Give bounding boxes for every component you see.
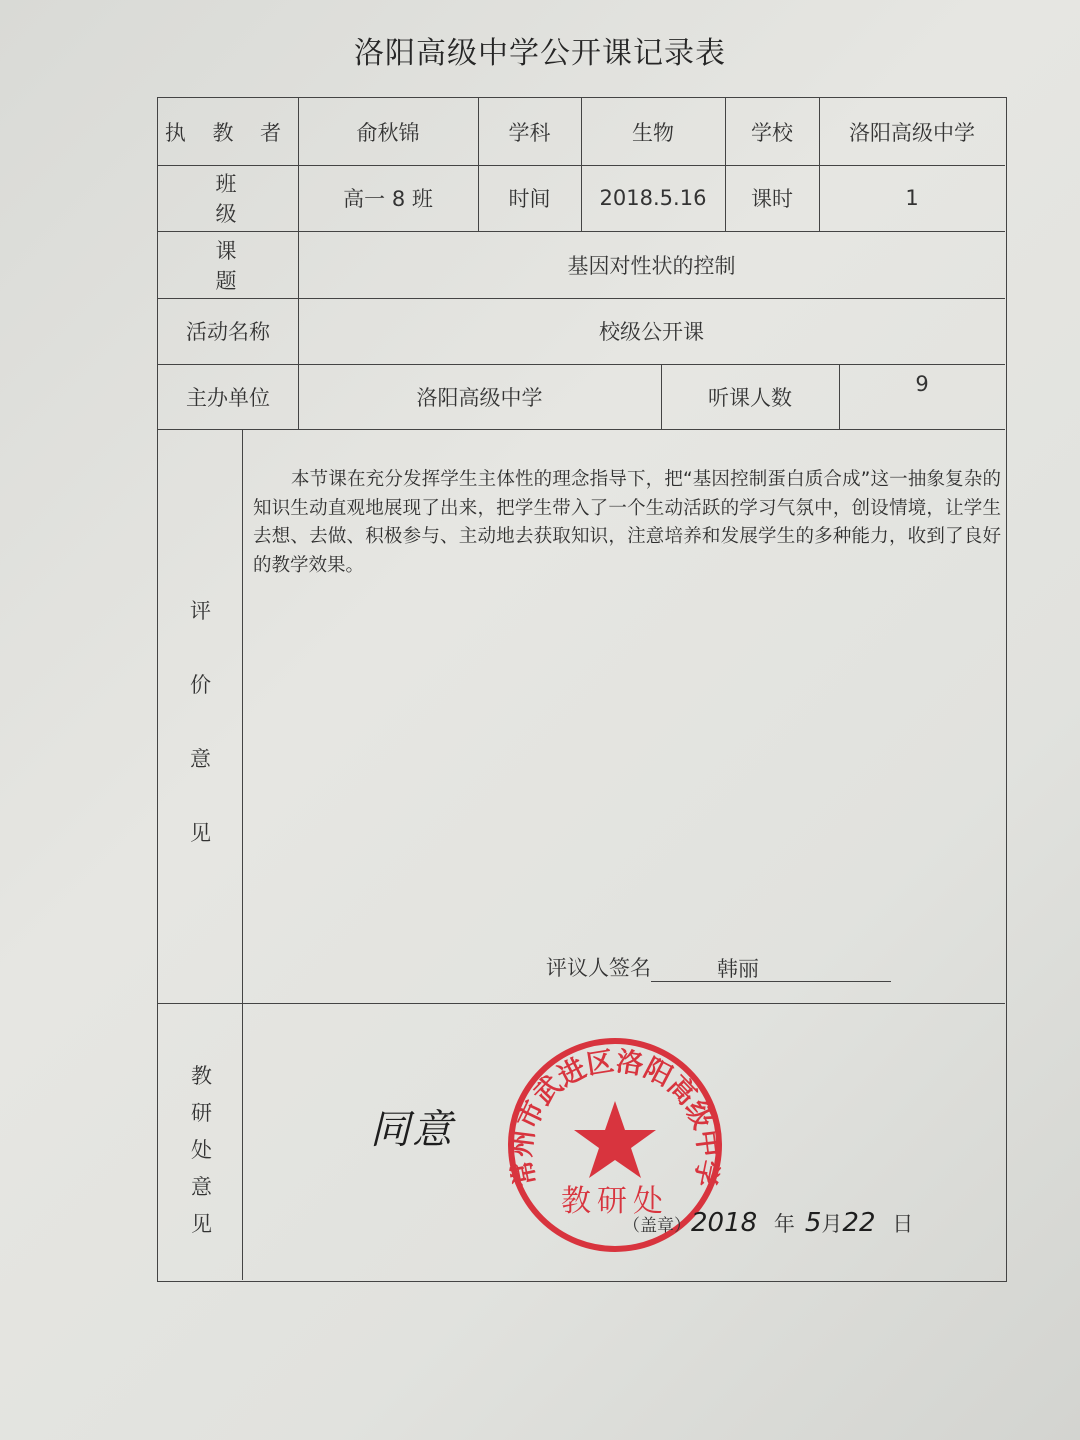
evaluation-label-char: 见 <box>190 821 211 845</box>
row-divider <box>158 429 1005 430</box>
seal-ring-text: 常州市武进区洛阳高级中学 <box>506 1046 724 1190</box>
signer-label: 评议人签名 <box>546 956 651 980</box>
date-month: 5 <box>804 1208 822 1238</box>
class-label: 班 级 <box>215 172 271 226</box>
teacher-label: 执 教 者 <box>164 120 292 145</box>
year-char: 年 <box>773 1212 795 1236</box>
seal-center-text: 教研处 <box>561 1184 669 1219</box>
subject-value: 生物 <box>632 120 674 145</box>
seal-note: （盖章） <box>623 1216 691 1236</box>
activity-value: 校级公开课 <box>599 320 704 344</box>
time-value: 2018.5.16 <box>599 186 707 210</box>
date-year: 2018 <box>691 1208 758 1238</box>
period-value: 1 <box>905 186 919 210</box>
evaluation-label-char: 意 <box>190 747 211 771</box>
host-value: 洛阳高级中学 <box>416 385 543 410</box>
school-label: 学校 <box>751 120 793 145</box>
evaluation-label-char: 价 <box>190 673 211 697</box>
handwritten-opinion: 同意 <box>370 1107 454 1153</box>
subject-label: 学科 <box>508 120 551 145</box>
class-value: 高一 8 班 <box>343 187 433 211</box>
host-label: 主办单位 <box>186 385 270 410</box>
activity-label: 活动名称 <box>186 320 270 344</box>
seal-star-icon <box>574 1101 656 1178</box>
date-day: 22 <box>842 1208 876 1238</box>
evaluation-text: 本节课在充分发挥学生主体性的理念指导下，把“基因控制蛋白质合成”这一抽象复杂的知识生动直观地展现了出来，把学生带入了一个生动活跃的学习气氛中，创设情境，让学生去想、去做、积极参与、主动地去获取知识，注意培养和发展学生的多种能力，收到了良好的教学效果。 <box>253 469 1001 576</box>
row-divider <box>158 1003 1005 1004</box>
audience-value: 9 <box>915 372 929 396</box>
research-label-char: 见 <box>191 1212 212 1236</box>
research-label-char: 研 <box>191 1101 212 1125</box>
research-label-char: 教 <box>191 1064 212 1088</box>
audience-label: 听课人数 <box>708 385 792 410</box>
signer-name: 韩丽 <box>651 956 891 982</box>
signer-row <box>546 952 891 982</box>
time-label: 时间 <box>508 187 551 211</box>
document-title: 洛阳高级中学公开课记录表 <box>354 36 726 71</box>
research-label-char: 处 <box>191 1138 212 1162</box>
column-divider <box>242 429 243 1280</box>
evaluation-label-char: 评 <box>190 599 211 623</box>
school-value: 洛阳高级中学 <box>849 120 975 145</box>
teacher-value: 俞秋锦 <box>356 120 420 145</box>
month-char: 月 <box>821 1212 843 1236</box>
approval-date-row <box>623 1208 913 1238</box>
day-char: 日 <box>892 1212 914 1236</box>
record-form-table <box>157 97 1007 1282</box>
topic-label: 课 题 <box>215 238 271 293</box>
topic-value: 基因对性状的控制 <box>567 253 736 278</box>
period-label: 课时 <box>751 187 793 211</box>
research-label-char: 意 <box>191 1175 212 1199</box>
